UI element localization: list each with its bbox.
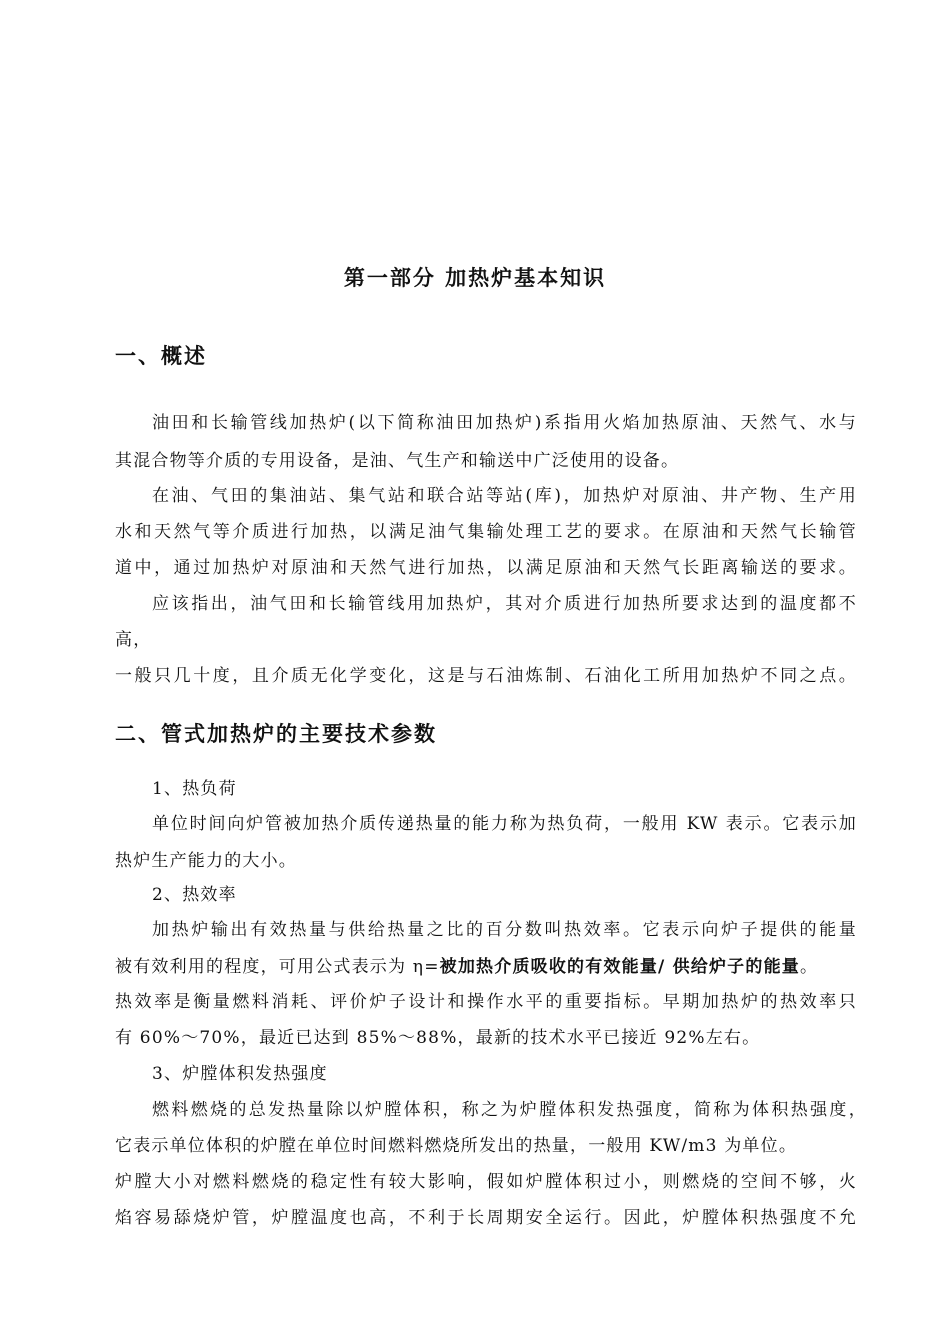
paragraph-line: 燃料燃烧的总发热量除以炉膛体积，称之为炉膛体积发热强度，简称为体积热强度， bbox=[152, 1100, 867, 1120]
paragraph-line: 高， bbox=[115, 630, 152, 650]
paragraph-line: 油田和长输管线加热炉(以下简称油田加热炉)系指用火焰加热原油、天然气、水与 bbox=[152, 413, 857, 433]
paragraph-line-formula bbox=[115, 955, 818, 979]
paragraph-line: 有 60%～70%，最近已达到 85%～88%，最新的技术水平已接近 92%左右。 bbox=[115, 1028, 761, 1048]
paragraph-line: 热炉生产能力的大小。 bbox=[115, 851, 297, 871]
formula-suffix: 。 bbox=[799, 957, 819, 977]
item-label-furnace-heat-intensity: 3、炉膛体积发热强度 bbox=[152, 1064, 328, 1084]
paragraph-line: 加热炉输出有效热量与供给热量之比的百分数叫热效率。它表示向炉子提供的能量 bbox=[152, 920, 857, 940]
formula-prefix: 被有效利用的程度，可用公式表示为 η= bbox=[115, 957, 440, 977]
section-heading-parameters: 二、管式加热炉的主要技术参数 bbox=[115, 722, 437, 746]
paragraph-line: 应该指出，油气田和长输管线用加热炉，其对介质进行加热所要求达到的温度都不 bbox=[152, 594, 857, 614]
item-label-thermal-efficiency: 2、热效率 bbox=[152, 885, 237, 905]
paragraph-line: 在油、气田的集油站、集气站和联合站等站(库)，加热炉对原油、井产物、生产用 bbox=[152, 486, 857, 506]
paragraph-line: 道中，通过加热炉对原油和天然气进行加热，以满足原油和天然气长距离输送的要求。 bbox=[115, 558, 857, 578]
paragraph-line: 热效率是衡量燃料消耗、评价炉子设计和操作水平的重要指标。早期加热炉的热效率只 bbox=[115, 992, 857, 1012]
efficiency-formula: 被加热介质吸收的有效能量/ 供给炉子的能量 bbox=[439, 957, 800, 977]
paragraph-line: 焰容易舔烧炉管，炉膛温度也高，不利于长周期安全运行。因此，炉膛体积热强度不允 bbox=[115, 1208, 857, 1228]
paragraph-line: 其混合物等介质的专用设备，是油、气生产和输送中广泛使用的设备。 bbox=[115, 451, 680, 471]
item-label-heat-load: 1、热负荷 bbox=[152, 779, 237, 799]
paragraph-line: 水和天然气等介质进行加热，以满足油气集输处理工艺的要求。在原油和天然气长输管 bbox=[115, 522, 857, 542]
paragraph-line: 它表示单位体积的炉膛在单位时间燃料燃烧所发出的热量，一般用 KW/m3 为单位。 bbox=[115, 1136, 798, 1156]
paragraph-line: 一般只几十度，且介质无化学变化，这是与石油炼制、石油化工所用加热炉不同之点。 bbox=[115, 666, 857, 686]
paragraph-line: 炉膛大小对燃料燃烧的稳定性有较大影响，假如炉膛体积过小，则燃烧的空间不够，火 bbox=[115, 1172, 857, 1192]
document-title: 第一部分 加热炉基本知识 bbox=[343, 266, 607, 290]
paragraph-line: 单位时间向炉管被加热介质传递热量的能力称为热负荷，一般用 KW 表示。它表示加 bbox=[152, 814, 857, 834]
section-heading-overview: 一、概述 bbox=[115, 344, 207, 368]
